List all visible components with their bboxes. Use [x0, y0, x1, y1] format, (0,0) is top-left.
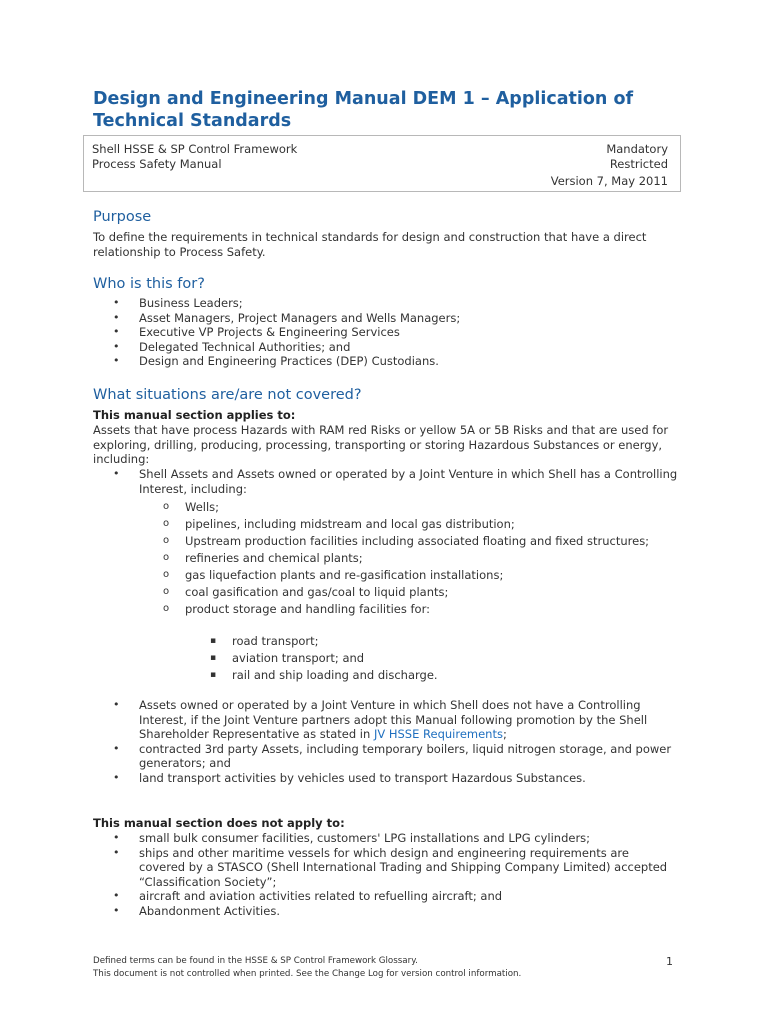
applies-label: This manual section applies to:	[93, 408, 296, 422]
list-item	[93, 698, 678, 742]
list-item: • Shell Assets and Assets owned or operated by a Joint Venture in which Shell has a Controlling Interest, including:	[93, 467, 678, 496]
list-item: • Delegated Technical Authorities; and	[93, 340, 683, 355]
applies-sub-list	[93, 500, 653, 617]
list-item: o Upstream production facilities including associated floating and fixed structures;	[93, 534, 653, 549]
list-item: o pipelines, including midstream and local gas distribution;	[93, 517, 653, 532]
meta-right	[551, 142, 668, 189]
meta-manual: Process Safety Manual	[92, 157, 222, 171]
who-list	[93, 296, 683, 369]
list-item: ▪ rail and ship loading and discharge.	[93, 668, 653, 683]
list-item: • land transport activities by vehicles used to transport Hazardous Substances.	[93, 771, 678, 786]
jv-item-text: Assets owned or operated by a Joint Venture in which Shell does not have a Controlling Interest, if the Joint Venture partners adopt this Manual following promotion by the Shell Shareholder Representative as stated in	[139, 698, 648, 742]
meta-left	[92, 142, 297, 172]
purpose-text: To define the requirements in technical standards for design and construction that have a direct relationship to Process Safety.	[93, 230, 647, 259]
document-meta-box	[83, 135, 681, 192]
list-item: ▪ road transport;	[93, 634, 653, 649]
list-item: • Design and Engineering Practices (DEP) Custodians.	[93, 354, 683, 369]
situations-heading: What situations are/are not covered?	[93, 387, 362, 403]
footer-control-note: This document is not controlled when printed. See the Change Log for version control information.	[93, 969, 522, 979]
jv-hsse-requirements-link[interactable]: JV HSSE Requirements	[373, 727, 503, 742]
who-heading: Who is this for?	[93, 276, 205, 292]
page-footer	[93, 955, 521, 981]
meta-status: Mandatory	[606, 142, 668, 156]
not-applies-label: This manual section does not apply to:	[93, 816, 345, 830]
purpose-heading: Purpose	[93, 209, 152, 225]
applies-list	[93, 467, 678, 496]
list-item: • contracted 3rd party Assets, including temporary boilers, liquid nitrogen storage, and power generators; and	[93, 742, 678, 771]
list-item: o product storage and handling facilities for:	[93, 602, 653, 617]
jv-item-end: ;	[502, 727, 507, 742]
applies-sub-sub-list	[93, 634, 653, 683]
meta-version: Version 7, May 2011	[550, 174, 668, 188]
list-item: o gas liquefaction plants and re-gasification installations;	[93, 568, 653, 583]
list-item: • small bulk consumer facilities, customers' LPG installations and LPG cylinders;	[93, 831, 678, 846]
applies-intro: Assets that have process Hazards with RAM red Risks or yellow 5A or 5B Risks and that are used for exploring, drilling, producing, processing, transporting or storing Hazardous Substances or energy, including:	[93, 423, 669, 467]
footer-glossary-note: Defined terms can be found in the HSSE & SP Control Framework Glossary.	[93, 956, 418, 966]
list-item: • aircraft and aviation activities related to refuelling aircraft; and	[93, 889, 678, 904]
meta-classification: Restricted	[609, 157, 668, 171]
not-applies-list	[93, 831, 678, 919]
list-item: o Wells;	[93, 500, 653, 515]
list-item: ▪ aviation transport; and	[93, 651, 653, 666]
meta-framework: Shell HSSE & SP Control Framework	[92, 142, 298, 156]
page-number: 1	[666, 955, 673, 968]
page-title: Design and Engineering Manual DEM 1 – Application of Technical Standards	[93, 89, 634, 131]
applies-list-continued	[93, 698, 678, 786]
list-item: • ships and other maritime vessels for which design and engineering requirements are covered by a STASCO (Shell International Trading and Shipping Company Limited) accepted “Classification Society”;	[93, 846, 678, 890]
list-item: • Executive VP Projects & Engineering Services	[93, 325, 683, 340]
list-item: • Asset Managers, Project Managers and Wells Managers;	[93, 311, 683, 326]
list-item: o coal gasification and gas/coal to liquid plants;	[93, 585, 653, 600]
list-item: • Business Leaders;	[93, 296, 683, 311]
list-item: o refineries and chemical plants;	[93, 551, 653, 566]
list-item: • Abandonment Activities.	[93, 904, 678, 919]
